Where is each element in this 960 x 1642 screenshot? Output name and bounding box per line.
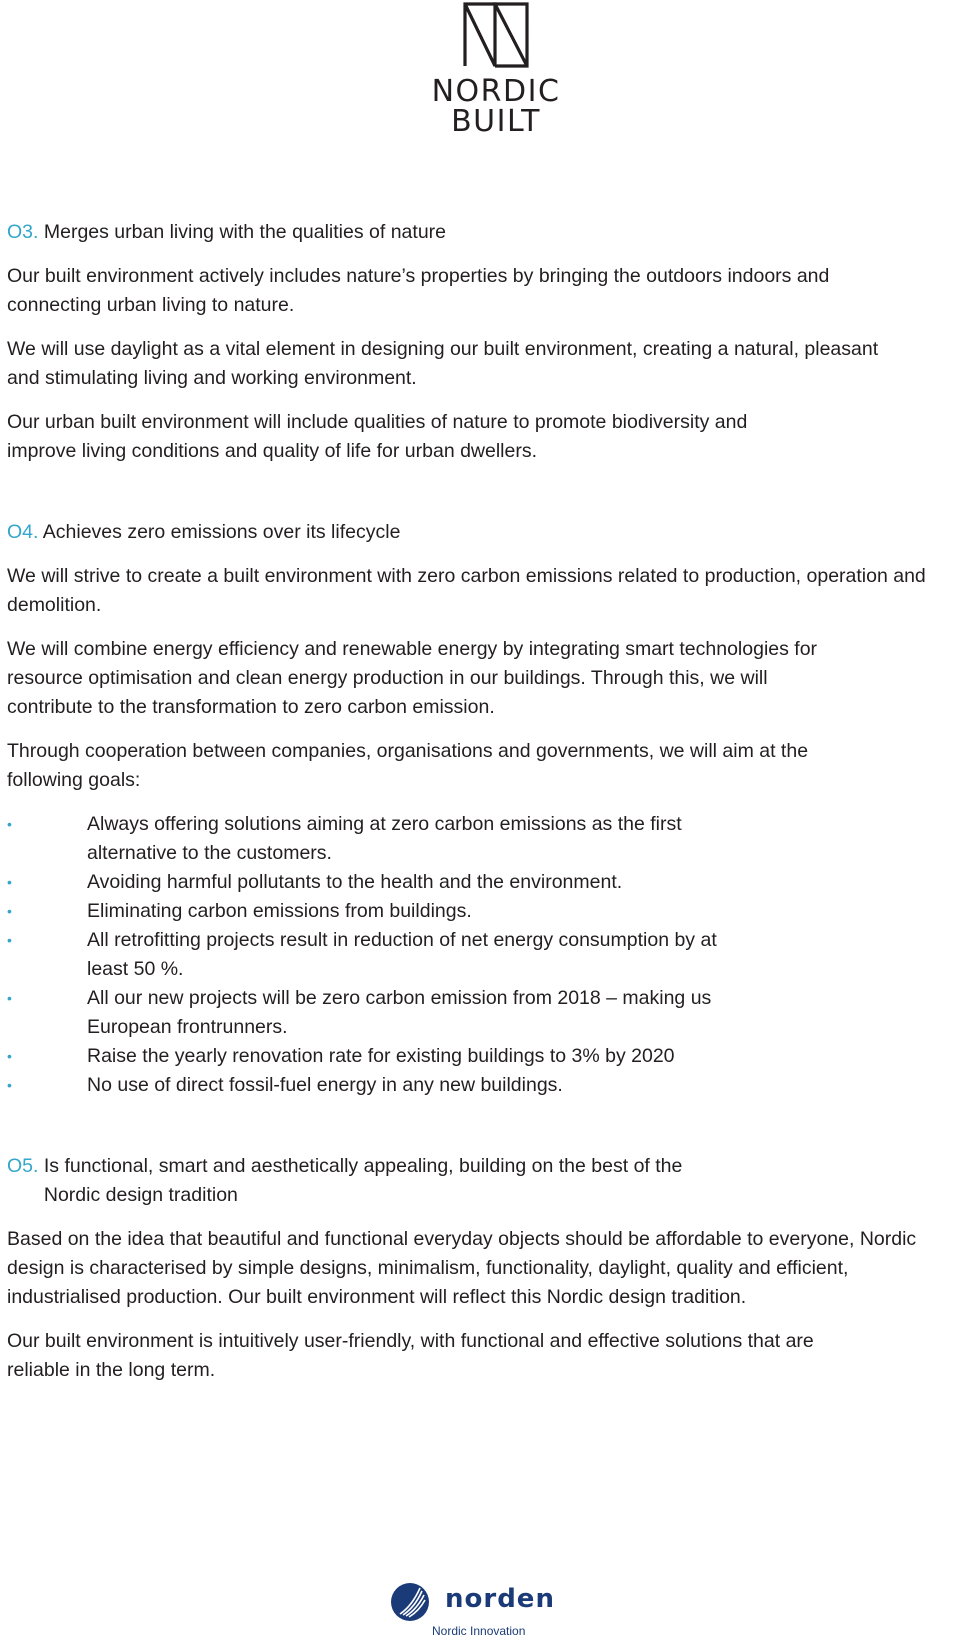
section-title-line: Nordic design tradition <box>43 1184 238 1206</box>
section-title: Merges urban living with the qualities of nature <box>43 221 446 243</box>
paragraph: Our built environment actively includes nature’s properties by bringing the outdoors indoors and connecting urban living to nature. <box>7 265 830 316</box>
bullet-icon: • <box>7 1077 12 1093</box>
list-item <box>7 868 727 897</box>
document-body <box>7 218 957 1400</box>
list-item-text: All our new projects will be zero carbon emission from 2018 – making us European frontrunners. <box>87 987 712 1038</box>
section-heading <box>7 218 957 247</box>
bullet-icon: • <box>7 1048 12 1064</box>
paragraph: Our urban built environment will include qualities of nature to promote biodiversity and improve living conditions and quality of life for urban dwellers. <box>7 411 748 462</box>
list-item <box>7 926 727 984</box>
norden-swan-icon <box>390 1582 430 1622</box>
logo-word-nordic: NORDIC <box>431 74 561 109</box>
section-heading <box>7 518 957 547</box>
logo-word-built: BUILT <box>451 104 541 139</box>
list-item-text: Raise the yearly renovation rate for existing buildings to 3% by 2020 <box>87 1045 675 1067</box>
section-heading <box>7 1152 957 1210</box>
list-item-text: No use of direct fossil-fuel energy in any new buildings. <box>87 1074 563 1096</box>
list-item-text: Eliminating carbon emissions from buildings. <box>87 900 472 922</box>
section-o3 <box>7 218 957 466</box>
list-item <box>7 1071 727 1100</box>
section-number: O4. <box>7 521 39 543</box>
bullet-icon: • <box>7 874 12 890</box>
goals-list <box>7 810 957 1100</box>
nordic-built-logo <box>426 2 566 137</box>
norden-subtitle: Nordic Innovation <box>432 1624 526 1638</box>
list-item <box>7 984 727 1042</box>
section-title: Achieves zero emissions over its lifecycle <box>42 521 401 543</box>
list-item-text: Always offering solutions aiming at zero carbon emissions as the first alternative to the customers. <box>87 813 682 864</box>
bullet-icon: • <box>7 932 12 948</box>
nordic-built-mark-icon <box>463 2 529 68</box>
list-item <box>7 810 727 868</box>
norden-wordmark: norden <box>445 1584 555 1614</box>
bullet-icon: • <box>7 990 12 1006</box>
paragraph: We will combine energy efficiency and renewable energy by integrating smart technologies for resource optimisation and clean energy production in our buildings. Through this, we will contribute to the transformation to zero carbon emission. <box>7 638 818 718</box>
list-item <box>7 1042 727 1071</box>
paragraph: We will use daylight as a vital element in designing our built environment, creating a natural, pleasant and stimulating living and working environment. <box>7 338 879 389</box>
paragraph: Through cooperation between companies, organisations and governments, we will aim at the following goals: <box>7 740 809 791</box>
section-title-line: Is functional, smart and aesthetically appealing, building on the best of the <box>43 1155 683 1177</box>
list-item <box>7 897 727 926</box>
section-number: O3. <box>7 221 39 243</box>
paragraph: We will strive to create a built environment with zero carbon emissions related to production, operation and demolition. <box>7 565 926 616</box>
list-item-text: All retrofitting projects result in reduction of net energy consumption by at least 50 %. <box>87 929 717 980</box>
section-number: O5. <box>7 1155 39 1177</box>
list-item-text: Avoiding harmful pollutants to the health and the environment. <box>87 871 623 893</box>
section-o4 <box>7 518 957 1100</box>
paragraph: Based on the idea that beautiful and functional everyday objects should be affordable to everyone, Nordic design is characterised by simple designs, minimalism, functionality, daylight, quality and efficient, industrialised production. Our built environment will reflect this Nordic design tradition. <box>7 1228 917 1308</box>
paragraph: Our built environment is intuitively user-friendly, with functional and effective solutions that are reliable in the long term. <box>7 1330 814 1381</box>
norden-logo <box>390 1582 590 1642</box>
bullet-icon: • <box>7 903 12 919</box>
bullet-icon: • <box>7 816 12 832</box>
section-o5 <box>7 1152 957 1385</box>
